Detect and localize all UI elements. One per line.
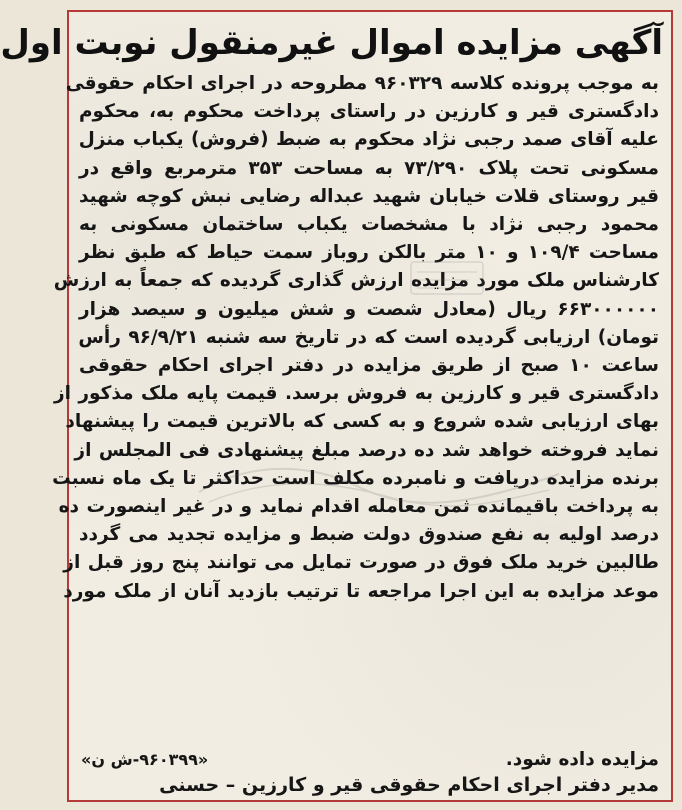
notice-frame — [0, 10, 673, 802]
body-line: دادگستری قیر و کارزین به فروش برسد. قیمت پایه ملک مذکور از — [53, 383, 659, 405]
notice-body — [52, 70, 659, 748]
signature-line: مدیر دفتر اجرای احکام حقوقی قیر و کارزین – حسنی — [159, 774, 659, 796]
body-line: درصد اولیه به نفع صندوق دولت ضبط و مزایده تجدید می گردد — [79, 524, 659, 546]
body-line: به پرداخت باقیمانده ثمن معامله اقدام نماید و در غیر اینصورت ده — [58, 496, 659, 518]
body-line: مسکونی تحت پلاک ۷۳/۲۹۰ به مساحت ۳۵۳ مترمربع واقع در — [79, 157, 659, 179]
body-line: موعد مزایده به این اجرا مراجعه تا ترتیب بازدید آنان از ملک مورد — [63, 580, 659, 602]
body-line: دادگستری قیر و کارزین در راستای پرداخت محکوم به، محکوم — [79, 101, 659, 123]
notice-title: آگهی مزایده اموال غیرمنقول نوبت اول — [0, 23, 663, 63]
body-final-line: مزایده داده شود. — [505, 749, 659, 770]
body-line: علیه آقای صمد رجبی نژاد محکوم به ضبط (فروش) یکباب منزل — [78, 129, 659, 151]
body-line: قیر روستای قلات خیابان شهید عبداله رضایی نبش کوچه شهید — [79, 185, 659, 207]
body-line: مساحت ۱۰۹/۴ و ۱۰ متر بالکن روباز سمت حیاط که طبق نظر — [79, 242, 659, 264]
body-line: محمود رجبی نژاد با مشخصات یکباب ساختمان مسکونی به — [79, 214, 659, 236]
body-line: طالبین خرید ملک فوق در صورت تمایل می توانند پنج روز قبل از — [63, 552, 659, 574]
body-line: برنده مزایده دریافت و نامبرده مکلف است حداکثر تا یک ماه نسبت — [52, 467, 659, 489]
reference-number: «۹۶۰۳۹۹-ش ن» — [81, 750, 209, 769]
body-line: ساعت ۱۰ صبح از طریق مزایده در دفتر اجرای احکام حقوقی — [79, 355, 659, 377]
body-line: تومان) ارزیابی گردیده است که در تاریخ سه شنبه ۹۶/۹/۲۱ رأس — [78, 326, 659, 348]
body-line: ۶۶۳۰۰۰۰۰۰ ریال (معادل شصت و شش میلیون و سیصد هزار — [79, 298, 659, 320]
body-line: کارشناس ملک مورد مزایده ارزش گذاری گردیده که جمعاً به ارزش — [53, 270, 659, 292]
body-line: بهای ارزیابی شده شروع و به کسی که بالاترین قیمت را پیشنهاد — [65, 411, 659, 433]
body-line: به موجب پرونده کلاسه ۹۶۰۳۲۹ مطروحه در اجرای احکام حقوقی — [65, 73, 659, 94]
body-line: نماید فروخته خواهد شد ده درصد مبلغ پیشنهادی فی المجلس از — [74, 439, 659, 461]
